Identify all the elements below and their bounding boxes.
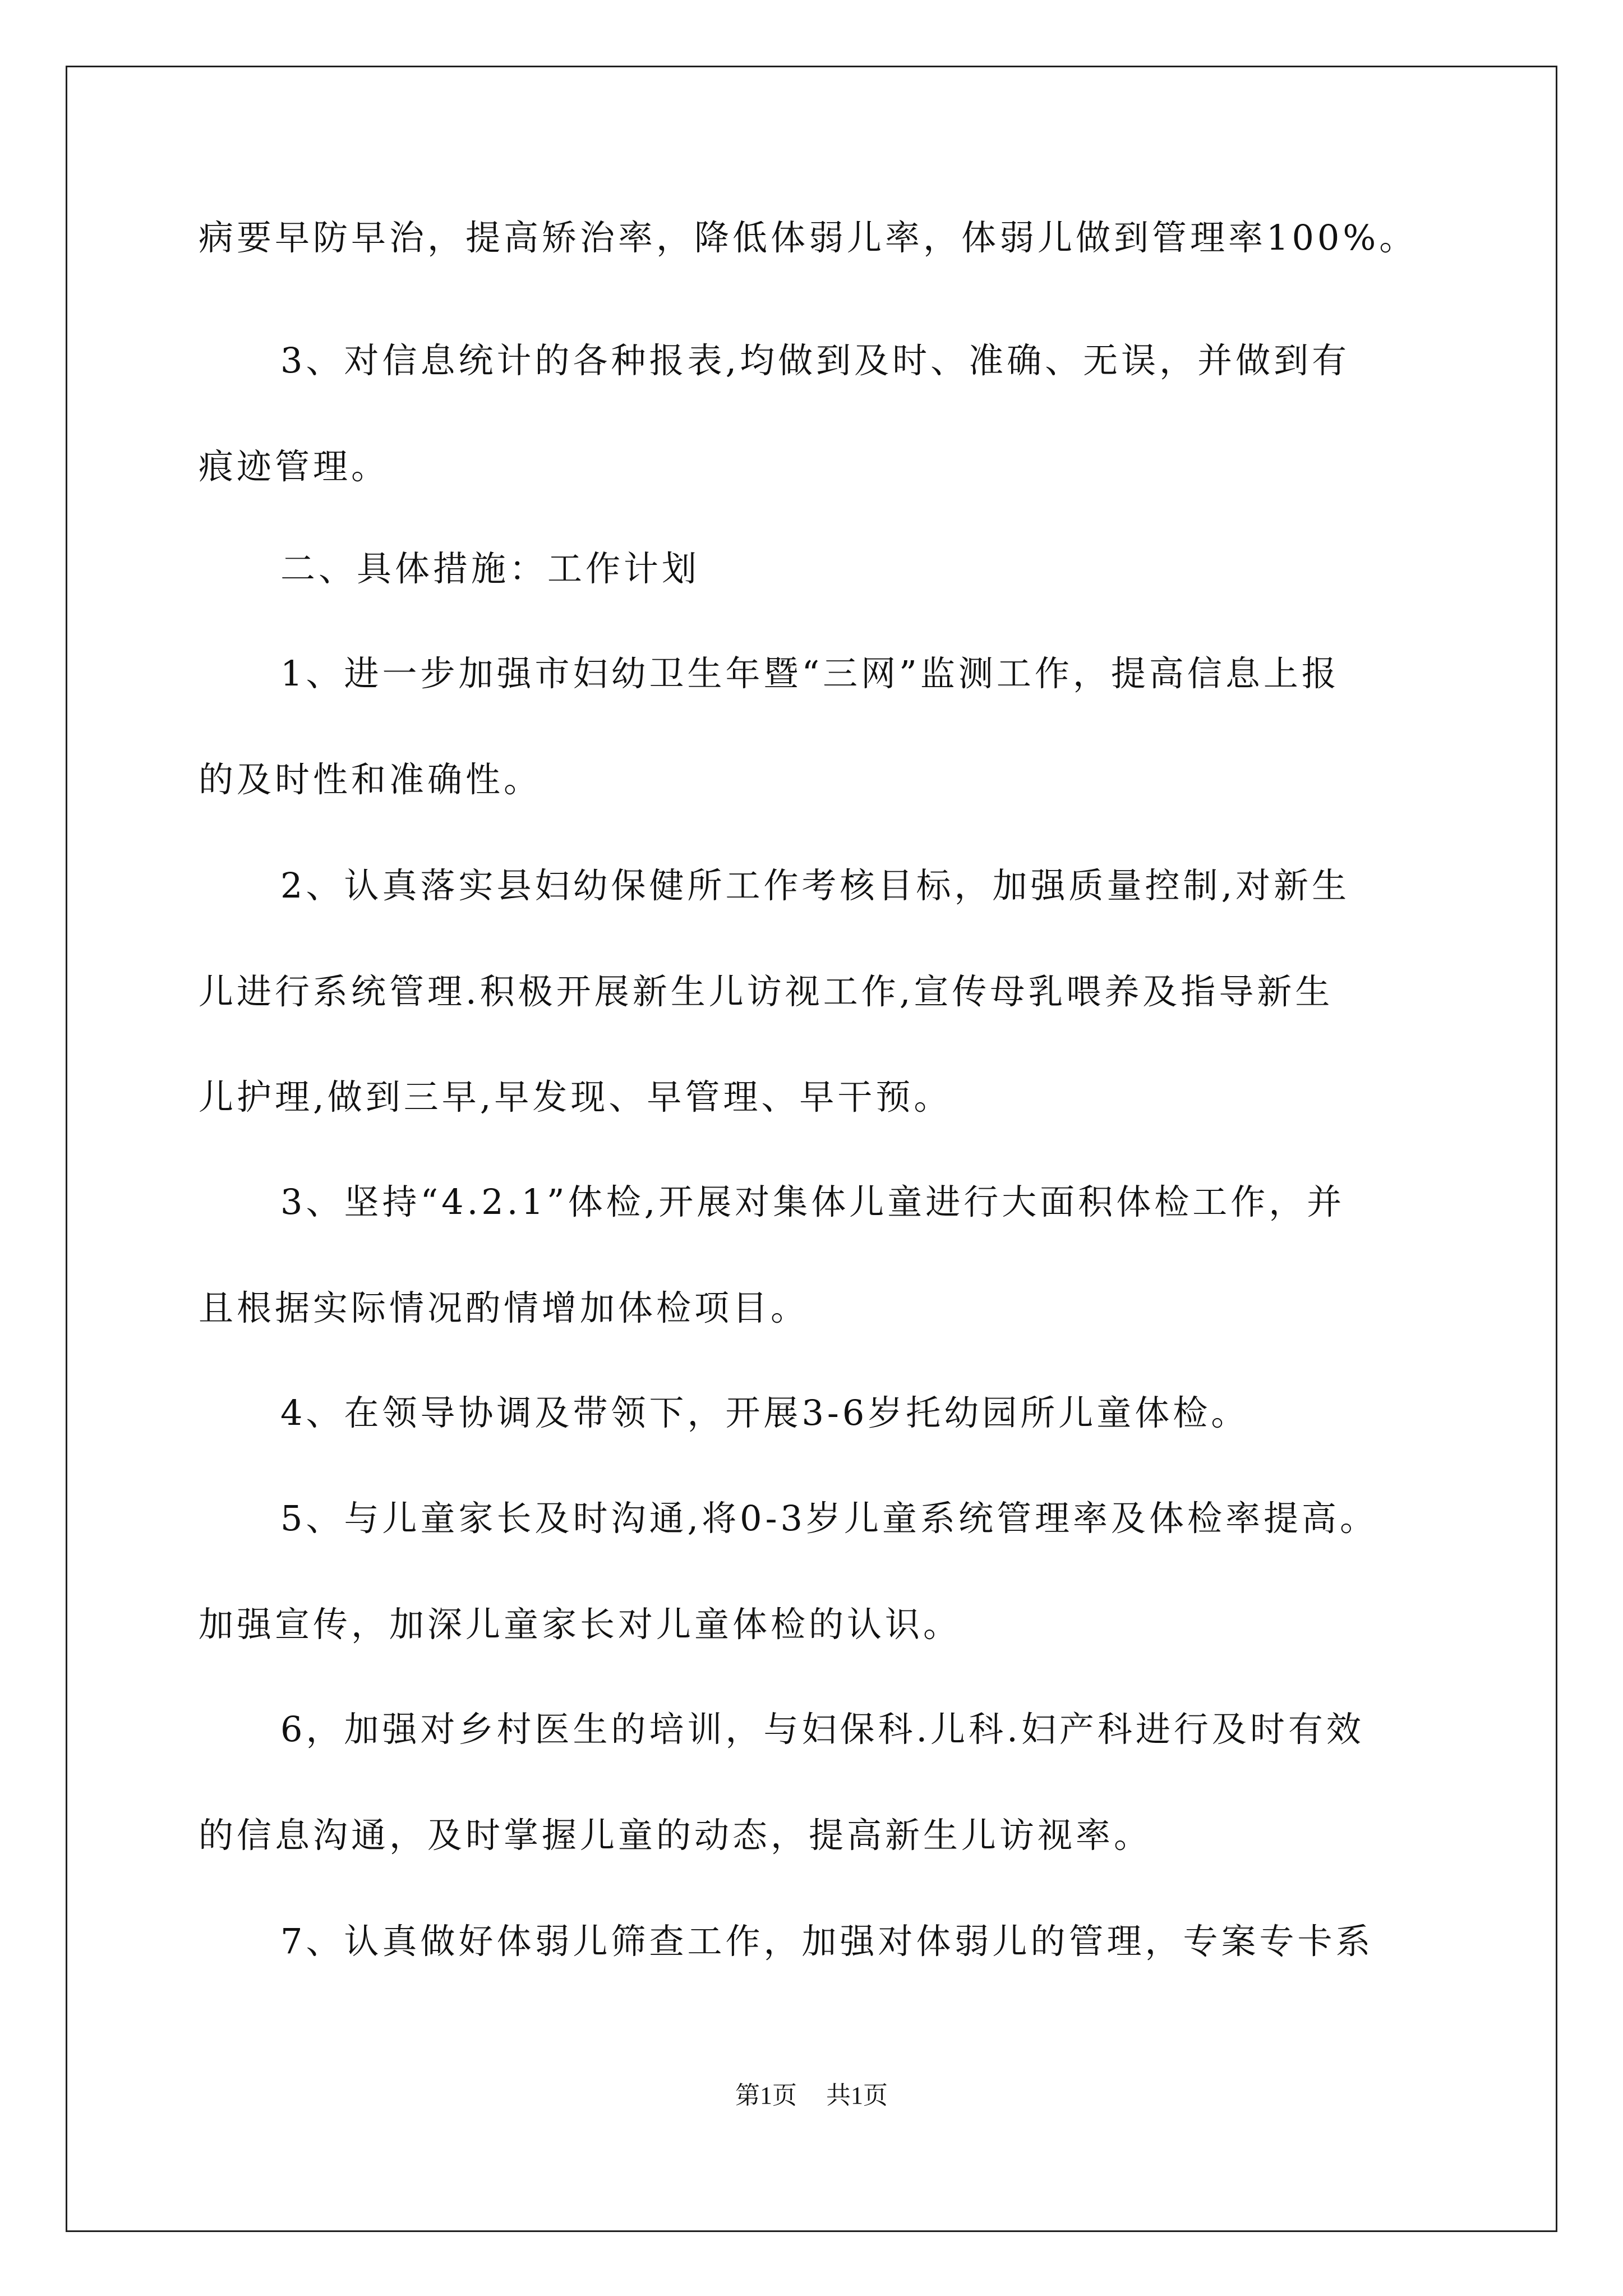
text-line: 3、坚持“4.2.1”体检,开展对集体儿童进行大面积体检工作，并: [280, 1181, 1345, 1222]
text-line: 痕迹管理。: [199, 446, 390, 487]
text-line: 7、认真做好体弱儿筛查工作，加强对体弱儿的管理，专案专卡系: [280, 1921, 1374, 1962]
text-line: 且根据实际情况酌情增加体检项目。: [199, 1287, 809, 1328]
text-line: 加强宣传，加深儿童家长对儿童体检的认识。: [199, 1604, 962, 1645]
page-total: 共1页: [826, 2082, 888, 2109]
text-line: 的及时性和准确性。: [199, 759, 542, 800]
text-line: 5、与儿童家长及时沟通,将0-3岁儿童系统管理率及体检率提高。: [280, 1498, 1378, 1539]
text-line: 1、进一步加强市妇幼卫生年暨“三网”监测工作，提高信息上报: [280, 653, 1340, 694]
page-number: 第1页: [735, 2082, 797, 2109]
text-line: 2、认真落实县妇幼保健所工作考核目标，加强质量控制,对新生: [280, 865, 1350, 906]
text-line: 儿护理,做到三早,早发现、早管理、早干预。: [199, 1076, 952, 1117]
section-heading: 二、具体措施：工作计划: [280, 548, 700, 589]
text-line: 3、对信息统计的各种报表,均做到及时、准确、无误，并做到有: [280, 340, 1350, 381]
text-line: 6，加强对乡村医生的培训，与妇保科.儿科.妇产科进行及时有效: [280, 1709, 1364, 1750]
text-line: 的信息沟通，及时掌握儿童的动态，提高新生儿访视率。: [199, 1815, 1152, 1856]
text-line: 4、在领导协调及带领下，开展3-6岁托幼园所儿童体检。: [280, 1392, 1249, 1433]
text-line: 病要早防早治，提高矫治率，降低体弱儿率，体弱儿做到管理率100%。: [199, 217, 1418, 258]
page-footer: [0, 2080, 1623, 2111]
text-line: 儿进行系统管理.积极开展新生儿访视工作,宣传母乳喂养及指导新生: [199, 971, 1334, 1012]
page-border: [66, 66, 1557, 2232]
